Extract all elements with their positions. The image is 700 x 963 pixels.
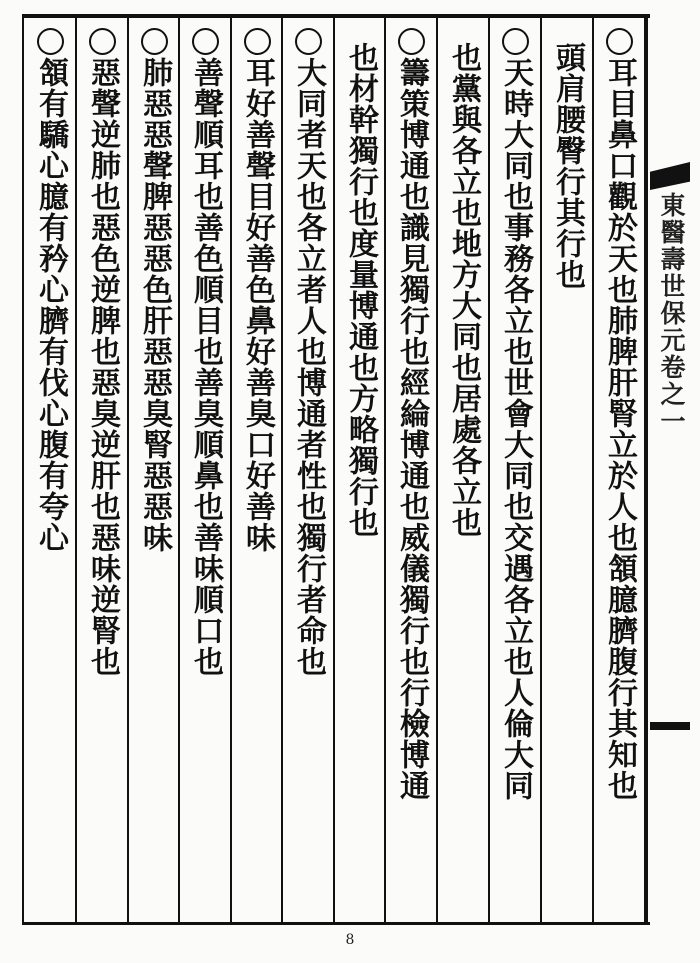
column-text: 也黨與各立也地方大同也居處各立也 — [446, 42, 481, 538]
column-text: 天時大同也事務各立也世會大同也交遇各立也人倫大同 — [498, 57, 533, 801]
column-text: 也材幹獨行也度量博通也方略獨行也 — [343, 42, 378, 538]
fore-edge-margin — [650, 162, 690, 732]
fishtail-mark-icon — [650, 162, 690, 190]
text-column — [283, 28, 333, 677]
circle-marker-icon — [37, 28, 64, 55]
column-text: 惡聲逆肺也惡色逆脾也惡臭逆肝也惡味逆腎也 — [85, 57, 120, 677]
text-column — [594, 28, 644, 801]
circle-marker-icon — [192, 28, 219, 55]
circle-marker-icon — [141, 28, 168, 55]
circle-marker-icon — [502, 28, 529, 55]
column-text: 耳好善聲目好善色鼻好善臭口好善味 — [240, 57, 275, 553]
column-text: 肺惡惡聲脾惡惡色肝惡惡臭腎惡惡味 — [137, 57, 172, 553]
column-rule — [644, 14, 648, 922]
column-text: 籌策博通也識見獨行也經綸博通也威儀獨行也行檢博通 — [394, 57, 429, 801]
column-text: 耳目鼻口觀於天也肺脾肝腎立於人也頷臆臍腹行其知也 — [602, 57, 637, 801]
text-column — [25, 28, 75, 553]
text-column — [77, 28, 127, 677]
circle-marker-icon — [89, 28, 116, 55]
column-text: 頷有驕心臆有矜心臍有伐心腹有夸心 — [33, 57, 68, 553]
circle-marker-icon — [295, 28, 322, 55]
fore-edge-title: 東醫壽世保元卷之一 — [657, 192, 686, 435]
page-number: 8 — [345, 932, 355, 948]
text-column — [335, 42, 385, 538]
text-column — [180, 28, 230, 677]
text-column — [232, 28, 282, 553]
circle-marker-icon — [398, 28, 425, 55]
text-column — [438, 42, 488, 538]
text-column — [386, 28, 436, 801]
text-column — [542, 42, 592, 290]
text-column — [490, 28, 540, 801]
circle-marker-icon — [244, 28, 271, 55]
fore-edge-marker — [650, 722, 690, 730]
text-column — [129, 28, 179, 553]
circle-marker-icon — [606, 28, 633, 55]
column-text: 大同者天也各立者人也博通者性也獨行者命也 — [291, 57, 326, 677]
column-text: 頭肩腰臀行其行也 — [550, 42, 585, 290]
column-text: 善聲順耳也善色順目也善臭順鼻也善味順口也 — [188, 57, 223, 677]
